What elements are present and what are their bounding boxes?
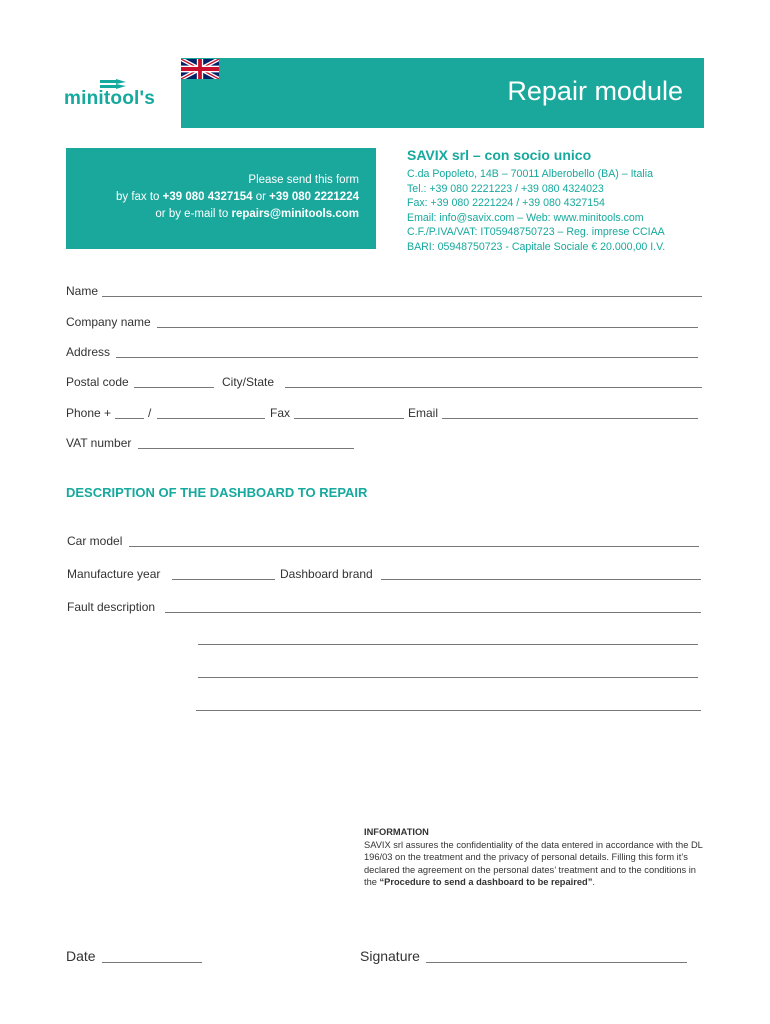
phone-separator: / xyxy=(148,406,152,420)
email-field[interactable] xyxy=(442,418,698,419)
car-model-label: Car model xyxy=(67,534,123,548)
company-info xyxy=(407,147,707,255)
fax-number-2: +39 080 2221224 xyxy=(269,191,359,203)
company-fax: Fax: +39 080 2221224 / +39 080 4327154 xyxy=(407,197,605,210)
signature-label: Signature xyxy=(360,948,420,964)
send-instructions-box xyxy=(66,148,376,249)
company-tel: Tel.: +39 080 2221223 / +39 080 4324023 xyxy=(407,182,604,195)
vat-number-field[interactable] xyxy=(138,448,354,449)
information-end: . xyxy=(592,877,595,888)
fault-description-label: Fault description xyxy=(67,600,156,614)
name-label: Name xyxy=(66,284,99,298)
dashboard-brand-field[interactable] xyxy=(381,579,701,580)
information-body xyxy=(364,839,704,889)
company-name-label: Company name xyxy=(66,315,151,329)
company-name: SAVIX srl – con socio unico xyxy=(407,147,592,163)
fax-number-1: +39 080 4327154 xyxy=(162,191,253,203)
title-band xyxy=(181,58,704,128)
repairs-email: repairs@minitools.com xyxy=(231,208,359,220)
signature-field[interactable] xyxy=(426,962,687,963)
logo-wordmark: minitool's xyxy=(64,88,155,109)
information-heading: INFORMATION xyxy=(364,827,429,837)
company-capital: BARI: 05948750723 - Capitale Sociale € 20.000,00 I.V. xyxy=(407,240,666,253)
information-note xyxy=(364,826,704,889)
fax-or: or xyxy=(252,191,270,203)
email-prefix: or by e-mail to xyxy=(155,208,232,220)
fax-prefix: by fax to xyxy=(115,191,163,203)
dashboard-brand-label: Dashboard brand xyxy=(280,567,373,581)
postal-code-field[interactable] xyxy=(134,387,214,388)
manufacture-year-field[interactable] xyxy=(172,579,275,580)
send-email-line xyxy=(155,208,359,220)
postal-code-label: Postal code xyxy=(66,375,129,389)
vat-number-label: VAT number xyxy=(66,436,132,450)
fault-description-line-3[interactable] xyxy=(198,677,698,678)
fault-description-line-2[interactable] xyxy=(198,644,698,645)
car-model-field[interactable] xyxy=(129,546,699,547)
uk-flag-icon[interactable] xyxy=(181,59,219,79)
company-vat: C.F./P.IVA/VAT: IT05948750723 – Reg. imprese CCIAA xyxy=(407,226,665,239)
company-web: Email: info@savix.com – Web: www.minitools.com xyxy=(407,211,644,224)
name-field[interactable] xyxy=(102,296,702,297)
fax-field[interactable] xyxy=(294,418,404,419)
phone-prefix-field[interactable] xyxy=(115,418,144,419)
date-field[interactable] xyxy=(102,962,202,963)
date-label: Date xyxy=(66,948,96,964)
company-name-field[interactable] xyxy=(157,327,698,328)
fault-description-line-4[interactable] xyxy=(196,710,701,711)
page-title: Repair module xyxy=(507,76,683,106)
fax-label: Fax xyxy=(270,406,291,420)
address-field[interactable] xyxy=(116,357,698,358)
section-title: DESCRIPTION OF THE DASHBOARD TO REPAIR xyxy=(66,485,368,500)
fault-description-field[interactable] xyxy=(165,612,701,613)
information-text: SAVIX srl assures the confidentiality of the data entered in accordance with the DL 196/03 on the treatment and the privacy of personal details. Filling this form it’s declared the agreement on the personal dates’ treatment and to the conditions in the xyxy=(364,839,703,888)
send-instruction-line: Please send this form xyxy=(248,174,359,186)
city-state-label: City/State xyxy=(222,375,275,389)
company-address: C.da Popoleto, 14B – 70011 Alberobello (BA) – Italia xyxy=(407,168,653,180)
procedure-reference: “Procedure to send a dashboard to be repaired” xyxy=(379,877,593,888)
minitools-logo xyxy=(64,78,164,112)
email-label: Email xyxy=(408,406,439,420)
address-label: Address xyxy=(66,345,111,359)
phone-label: Phone + xyxy=(66,406,112,420)
phone-number-field[interactable] xyxy=(157,418,265,419)
manufacture-year-label: Manufacture year xyxy=(67,567,161,581)
city-state-field[interactable] xyxy=(285,387,702,388)
send-fax-line xyxy=(116,191,359,203)
